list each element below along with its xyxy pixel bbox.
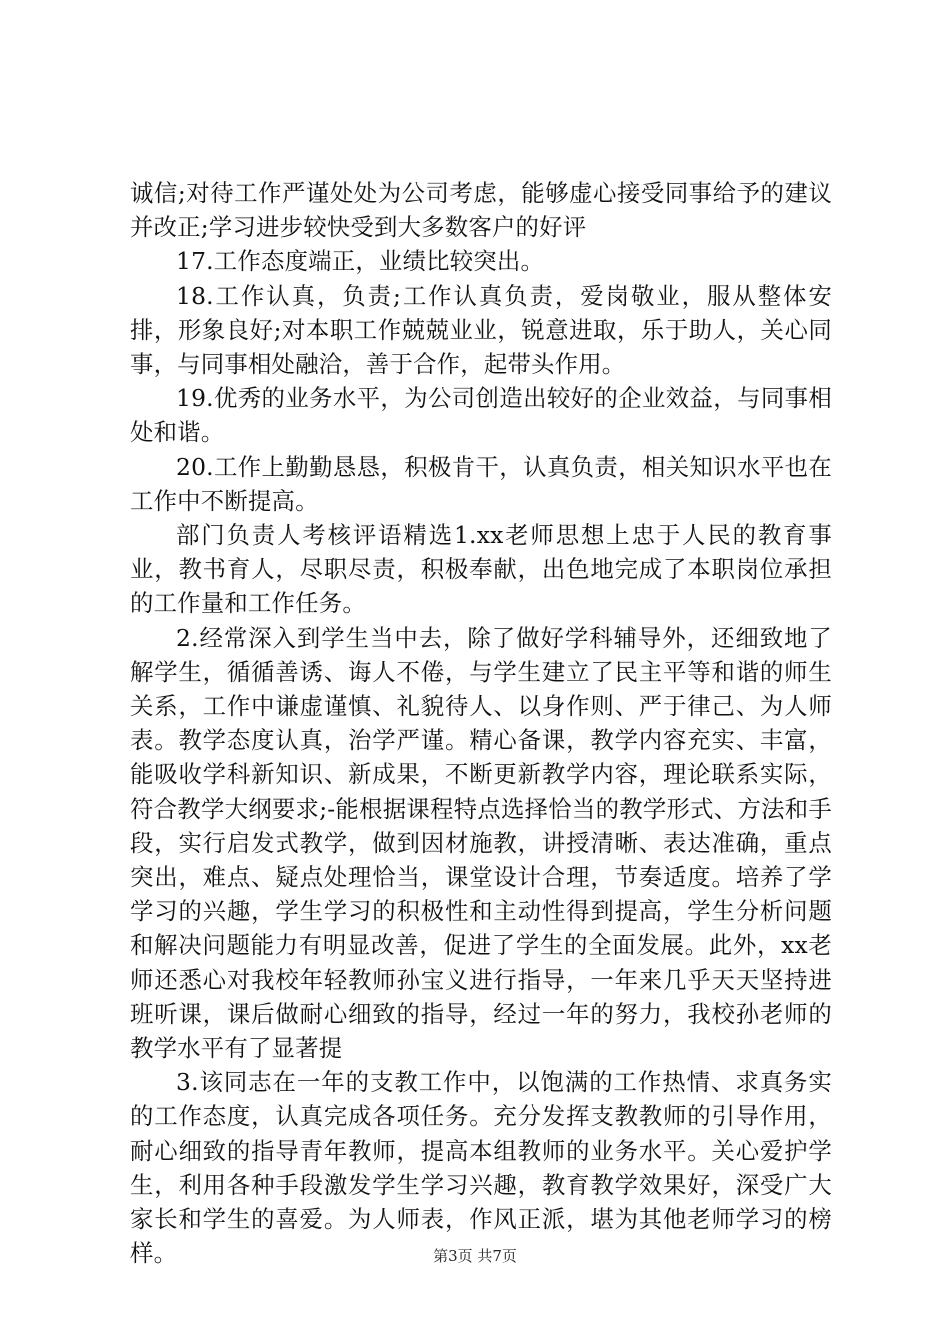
paragraph: 17.工作态度端正，业绩比较突出。 bbox=[176, 247, 545, 276]
paragraph: 2.经常深入到学生当中去，除了做好学科辅导外，还细致地了解学生，循循善诱、诲人不倦，与学生建立了民主平等和谐的师生关系，工作中谦虚谨慎、礼貌待人、以身作则、严于律己、为人师表。教学态度认真，治学严谨。精心备课，教学内容充实、丰富，能吸收学科新知识、新成果，不断更新教学内容，理论联系实际，符合教学大纲要求;-能根据课程特点选择恰当的教学形式、方法和手段，实行启发式教学，做到因材施教，讲授清晰、表达准确，重点突出，难点、疑点处理恰当，课堂设计合理，节奏适度。培养了学学习的兴趣，学生学习的积极性和主动性得到提高，学生分析问题和解决问题能力有明显改善，促进了学生的全面发展。此外，xx老师还悉心对我校年轻教师孙宝义进行指导，一年来几乎天天坚持进班听课，课后做耐心细致的指导，经过一年的努力，我校孙老师的教学水平有了显著提 bbox=[130, 623, 832, 1063]
paragraph: 20.工作上勤勤恳恳，积极肯干，认真负责，相关知识水平也在工作中不断提高。 bbox=[130, 452, 832, 515]
paragraph: 18.工作认真，负责;工作认真负责，爱岗敬业，服从整体安排，形象良好;对本职工作兢兢业业，锐意进取，乐于助人，关心同事，与同事相处融洽，善于合作，起带头作用。 bbox=[130, 281, 832, 379]
paragraph: 19.优秀的业务水平，为公司创造出较好的企业效益，与同事相处和谐。 bbox=[130, 384, 832, 447]
document-body bbox=[130, 176, 832, 1271]
paragraph: 3.该同志在一年的支教工作中，以饱满的工作热情、求真务实的工作态度，认真完成各项任务。充分发挥支教教师的引导作用，耐心细致的指导青年教师，提高本组教师的业务水平。关心爱护学生，利用各种手段激发学生学习兴趣，教育教学效果好，深受广大家长和学生的喜爱。为人师表，作风正派，堪为其他老师学习的榜样。 bbox=[130, 1068, 832, 1268]
paragraph: 诚信;对待工作严谨处处为公司考虑，能够虚心接受同事给予的建议并改正;学习进步较快受到大多数客户的好评 bbox=[130, 179, 832, 242]
paragraph: 部门负责人考核评语精选1.xx老师思想上忠于人民的教育事业，教书育人，尽职尽责，积极奉献，出色地完成了本职岗位承担的工作量和工作任务。 bbox=[130, 521, 832, 618]
page-number-footer: 第3页 共7页 bbox=[433, 1247, 517, 1265]
